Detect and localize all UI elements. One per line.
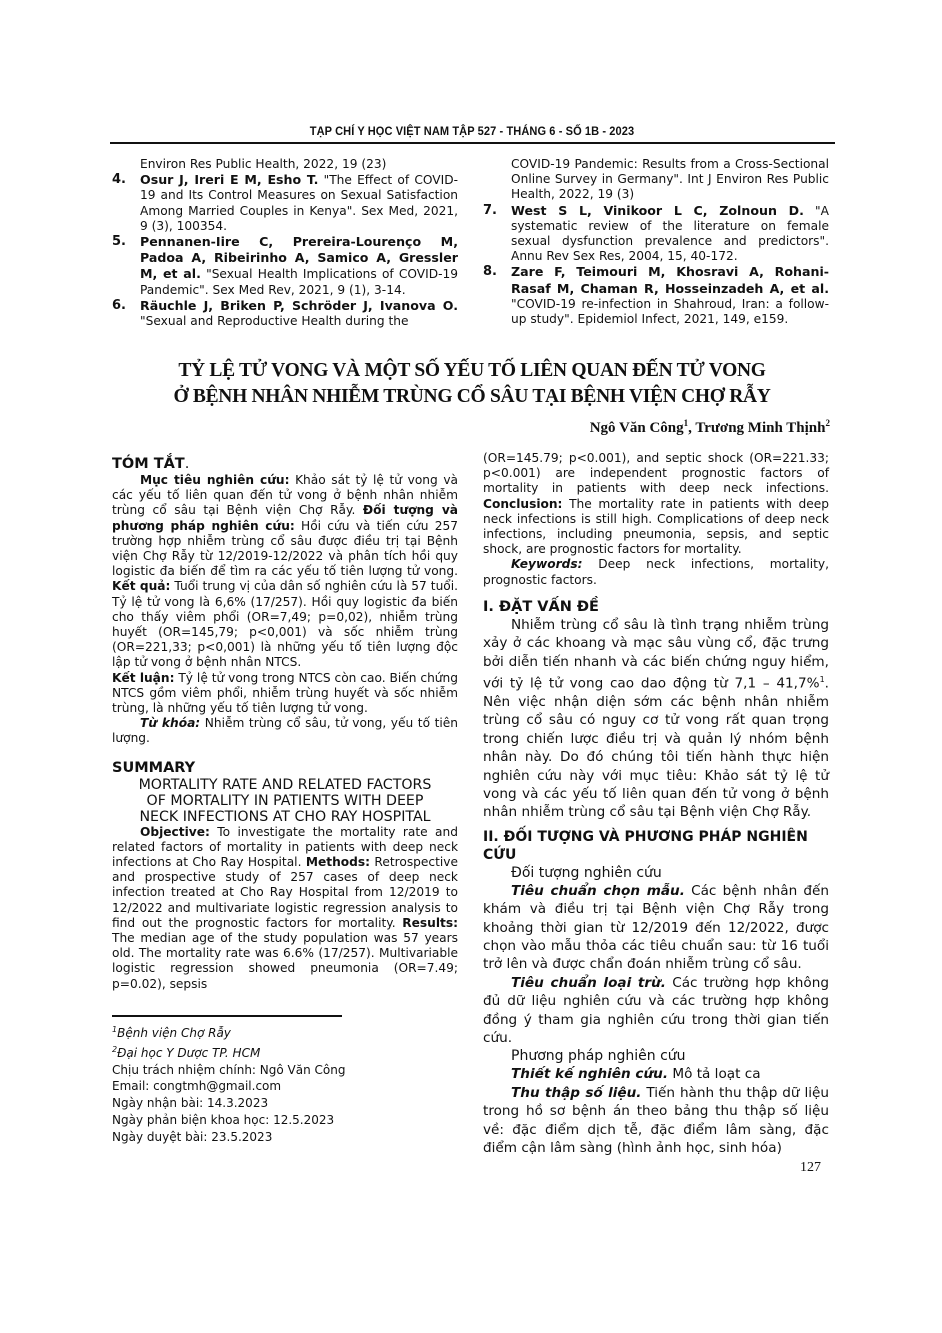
summary-title-line-3: NECK INFECTIONS AT CHO RAY HOSPITAL	[139, 808, 431, 825]
tom-tat-abstract	[112, 473, 458, 671]
keywords-paragraph-en	[483, 557, 829, 587]
exclusion-label: Tiêu chuẩn loại trừ.	[511, 974, 666, 991]
design-label: Thiết kế nghiên cứu.	[511, 1066, 669, 1083]
exclusion-text: Các trường hợp không đủ dữ liệu nghiên cứu và các trường hợp không đồng ý tham gia nghiên cứu trong thời gian tiến cứu.	[483, 974, 829, 1047]
study-design	[483, 1065, 829, 1083]
title-line-2: Ở BỆNH NHÂN NHIỄM TRÙNG CỔ SÂU TẠI BỆNH VIỆN CHỢ RẪY	[173, 386, 771, 407]
subsection-subjects: Đối tượng nghiên cứu	[511, 864, 662, 881]
conclusion-label-en: Conclusion:	[483, 496, 563, 511]
body-left-column	[112, 455, 458, 992]
affiliation-text: Đại học Y Dược TP. HCM	[117, 1045, 261, 1060]
reference-number: 7.	[483, 202, 497, 218]
email-line[interactable]: Email: congtmh@gmail.com	[112, 1079, 282, 1094]
results-label-en: Results:	[402, 915, 458, 930]
reference-text: "Sexual Health Implications of COVID-19 Pandemic". Sex Med Rev, 2021, 9 (1), 3-14.	[140, 267, 458, 297]
reference-authors: Zare F, Teimouri M, Khosravi A, Rohani-Rasaf M, Chaman R, Hosseinzadeh A, et al.	[511, 264, 829, 296]
reference-text: "The Effect of COVID-19 and Its Control Measures on Sexual Satisfaction Among Married Couples in Kenya". Sex Med, 2021, 9 (3), 100354.	[140, 173, 458, 233]
conclusion-label-vi: Kết luận:	[112, 670, 175, 685]
conclusion-text-en: The mortality rate in patients with deep neck infections is still high. Complications of deep neck infections, including pneumonia, sepsis, and septic shock, are prognostic factors for mortality.	[483, 496, 829, 557]
subsection-methods: Phương pháp nghiên cứu	[511, 1048, 686, 1065]
section-2-heading: II. ĐỐI TƯỢNG VÀ PHƯƠNG PHÁP NGHIÊN CỨU	[483, 828, 808, 863]
keywords-paragraph-vi	[112, 716, 458, 746]
tom-tat-heading	[112, 455, 458, 473]
keywords-label-vi: Từ khóa:	[140, 716, 201, 731]
inclusion-label: Tiêu chuẩn chọn mẫu.	[511, 882, 685, 899]
reference-item	[112, 298, 458, 329]
reference-number: 6.	[112, 297, 126, 313]
results-text-en: The median age of the study population was 57 years old. The mortality rate was 6.6% (17/257). Multivariable logistic regression showed pneumonia (OR=7.49; p=0.02), sepsis	[112, 931, 458, 991]
reference-continuation: Environ Res Public Health, 2022, 19 (23)	[140, 157, 387, 171]
exclusion-criteria	[483, 974, 829, 1048]
summary-title-line-1: MORTALITY RATE AND RELATED FACTORS	[138, 776, 432, 793]
reference-text: "Sexual and Reproductive Health during the	[140, 314, 409, 329]
reference-number: 4.	[112, 172, 126, 188]
affiliation-text: Bệnh viện Chợ Rẫy	[117, 1026, 231, 1040]
affiliation-sup: 2	[112, 1044, 118, 1054]
keywords-text-vi: Nhiễm trùng cổ sâu, tử vong, yếu tố tiên lượng.	[112, 716, 458, 746]
methods-text-vi: Hồi cứu và tiến cứu 257 trường hợp nhiễm trùng cổ sâu được điều trị tại Bệnh viện Chợ Rẫy từ 12/2019-12/2022 và phân tích hồi quy logistic đa biến để tìm ra các yếu tố tiên lượng tử vong.	[112, 518, 459, 579]
summary-abstract	[112, 825, 458, 992]
inclusion-text: Các bệnh nhân đến khám và điều trị tại Bệnh viện Chợ Rẫy trong khoảng thời gian từ 12/2019 đến 12/2022, được chọn vào mẫu thỏa các tiêu chuẩn sau: từ 16 tuổi trở lên và được chẩn đoán nhiễm trùng cổ sâu.	[483, 882, 829, 973]
results-text-en-cont: (OR=145.79; p<0.001), and septic shock (OR=221.33; p<0.001) are independent prognostic factors of mortality in patients with deep neck infections.	[483, 451, 829, 496]
collection-text: Tiến hành thu thập dữ liệu trong hồ sơ bệnh án theo bảng thu thập số liệu về: đặc điểm dịch tễ, đặc điểm lâm sàng, đặc điểm cận lâm sàng (hình ảnh học, sinh hóa)	[483, 1084, 829, 1157]
affiliation-sup: 1	[112, 1025, 118, 1034]
section-1-heading: I. ĐẶT VẤN ĐỀ	[483, 598, 599, 615]
tom-tat-heading-suffix: .	[184, 456, 190, 472]
conclusion-text-vi: Tỷ lệ tử vong trong NTCS còn cao. Biến chứng NTCS gồm viêm phổi, nhiễm trùng huyết và sốc nhiễm trùng, là những yếu tố tiên lượng tử vong.	[112, 670, 458, 716]
body-right-column	[483, 451, 829, 1158]
reference-authors: Räuchle J, Briken P, Schröder J, Ivanova O.	[140, 297, 458, 313]
accepted-date: Ngày duyệt bài: 23.5.2023	[112, 1129, 273, 1144]
author-affiliation-sup: 2	[825, 418, 830, 428]
results-text-vi: Tuổi trung vị của dân số nghiên cứu là 57 tuổi. Tỷ lệ tử vong là 6,6% (17/257). Hồi quy logistic đa biến cho thấy viêm phổi (OR=7,49; p=0,02), nhiễm trùng huyết (OR=145,79; p<0,001) và sốc nhiễm trùng (OR=221,33; p<0,001) là những yếu tố tiên lượng độc lập tử vong ở bệnh nhân NTCS.	[112, 579, 459, 670]
running-header: TẠP CHÍ Y HỌC VIỆT NAM TẬP 527 - THÁNG 6 - SỐ 1B - 2023	[309, 124, 635, 138]
reference-number: 8.	[483, 264, 497, 280]
objective-label-en: Objective:	[140, 824, 210, 839]
affiliation-2	[112, 1042, 458, 1062]
section-1-paragraph	[483, 616, 829, 822]
summary-title	[112, 777, 458, 825]
reference-text: "COVID-19 re-infection in Shahroud, Iran: a follow-up study". Epidemiol Infect, 2021, 149, e159.	[511, 296, 829, 327]
reference-number: 5.	[112, 234, 126, 250]
title-line-1: TỶ LỆ TỬ VONG VÀ MỘT SỐ YẾU TỐ LIÊN QUAN ĐẾN TỬ VONG	[178, 360, 766, 381]
author-list	[590, 418, 830, 437]
article-title	[112, 358, 832, 410]
keywords-text-en: Deep neck infections, mortality, prognostic factors.	[483, 557, 829, 587]
reference-text: "A systematic review of the literature on female sexual dysfunction prevalence and predictors". Annu Rev Sex Res, 2004, 15, 40-172.	[511, 203, 829, 264]
summary-heading: SUMMARY	[112, 759, 196, 776]
tom-tat-heading-text: TÓM TẮT	[112, 456, 185, 472]
author-name: Trương Minh Thịnh	[695, 420, 826, 436]
section-1-text-cont: . Nên việc nhận diện sớm các bệnh nhân nhiễm trùng cổ sâu có nguy cơ tử vong rất quan trọng trong chiến lược điều trị và quản lý nhóm bệnh nhân này. Do đó chúng tôi tiến hành thực hiện nghiên cứu này với mục tiêu: Khảo sát tỷ lệ tử vong và các yếu tố liên quan đến tử vong ở bệnh nhân nhiễm trùng cổ sâu tại Bệnh viện Chợ Rẫy.	[483, 675, 829, 821]
reference-continuation: COVID-19 Pandemic: Results from a Cross-Sectional Online Survey in Germany". Int J Environ Res Public Health, 2022, 19 (3)	[511, 157, 829, 202]
keywords-label-en: Keywords:	[511, 557, 583, 572]
reviewed-date: Ngày phản biện khoa học: 12.5.2023	[112, 1112, 335, 1127]
author-separator: ,	[688, 420, 696, 436]
footnotes	[112, 1022, 458, 1146]
objective-label-vi: Mục tiêu nghiên cứu:	[140, 473, 290, 487]
reference-item	[483, 264, 829, 327]
reference-authors: West S L, Vinikoor L C, Zolnoun D.	[511, 202, 804, 218]
reference-item	[112, 234, 458, 298]
design-text: Mô tả loạt ca	[668, 1066, 761, 1083]
methods-text-en: Retrospective and prospective study of 257 cases of deep neck infection treated at Cho Ray Hospital from 12/2019 to 12/2022 and multivariate logistic regression analysis to find out the prognostic factors for mortality.	[112, 855, 458, 930]
data-collection	[483, 1084, 829, 1158]
citation-sup: 1	[819, 675, 825, 685]
reference-item	[112, 172, 458, 234]
footnote-rule	[112, 1015, 342, 1017]
references-right	[483, 157, 829, 327]
author-name: Ngô Văn Công	[589, 420, 684, 436]
responsible-author: Chịu trách nhiệm chính: Ngô Văn Công	[112, 1062, 346, 1077]
conclusion-paragraph-vi	[112, 671, 458, 717]
page-number: 127	[800, 1160, 821, 1175]
header-rule	[110, 142, 835, 144]
references-left	[112, 157, 458, 329]
collection-label: Thu thập số liệu.	[511, 1084, 642, 1101]
objective-text-en: To investigate the mortality rate and related factors of mortality in patients with deep neck infections at Cho Ray Hospital.	[112, 824, 458, 870]
reference-authors: Osur J, Ireri E M, Esho T.	[140, 172, 319, 188]
affiliation-1	[112, 1022, 458, 1042]
objective-text-vi: Khảo sát tỷ lệ tử vong và các yếu tố liên quan đến tử vong ở bệnh nhân nhiễm trùng cổ sâu tại Bệnh viện Chợ Rẫy.	[112, 473, 458, 518]
section-1-text: Nhiễm trùng cổ sâu là tình trạng nhiễm trùng xảy ở các khoang và mạc sâu vùng cổ, đặc trưng bởi diễn tiến nhanh và các biến chứng nguy hiểm, với tỷ lệ tử vong cao dao động từ 7,1 – 41,7%	[483, 616, 829, 692]
inclusion-criteria	[483, 882, 829, 974]
author-affiliation-sup: 1	[683, 418, 689, 428]
reference-item	[483, 203, 829, 265]
methods-label-vi: Đối tượng và phương pháp nghiên cứu:	[112, 503, 458, 533]
summary-title-line-2: OF MORTALITY IN PATIENTS WITH DEEP	[146, 792, 424, 809]
received-date: Ngày nhận bài: 14.3.2023	[112, 1096, 269, 1111]
reference-authors: Pennanen-Iire C, Prereira-Lourenço M, Padoa A, Ribeirinho A, Samico A, Gressler M, et al.	[140, 234, 458, 282]
summary-abstract-continued	[483, 451, 829, 557]
methods-label-en: Methods:	[305, 855, 370, 870]
results-label-vi: Kết quả:	[112, 579, 171, 594]
